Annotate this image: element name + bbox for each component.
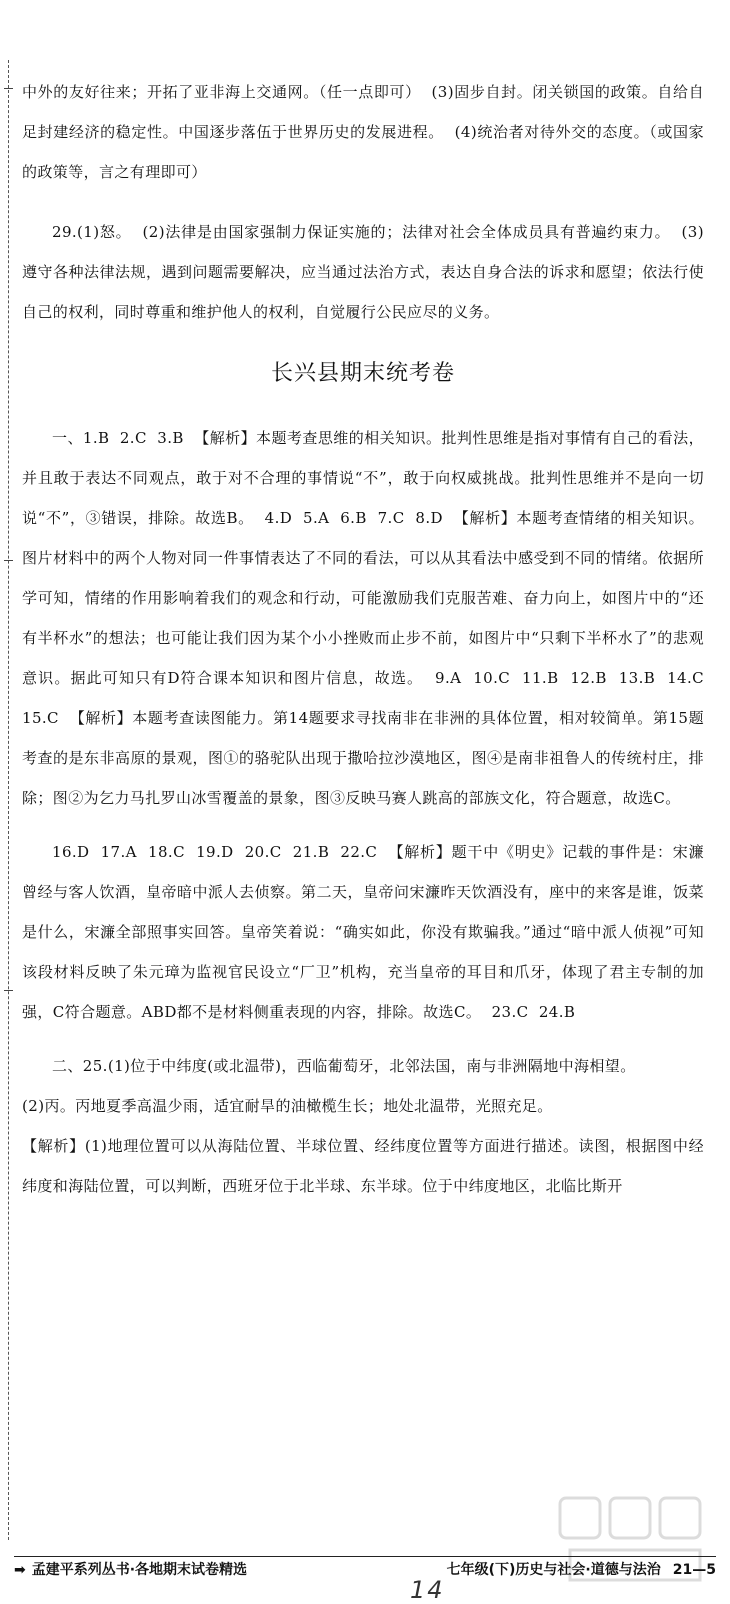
- footer-grade: 七年级(下)历史与社会·道德与法治: [446, 1562, 661, 1578]
- section-title: 长兴县期末统考卷: [270, 361, 455, 386]
- analysis-paragraph-q25: 【解析】(1)地理位置可以从海陆位置、半球位置、经纬度位置等方面进行描述。读图，根据图中经纬度和海陆位置，可以判断，西班牙位于北半球、东半球。位于中纬度地区，北临比斯开: [22, 1137, 704, 1195]
- binding-tick: [4, 560, 13, 561]
- answer-paragraph-q28-cont: 中外的友好往来；开拓了亚非海上交通网。（任一点即可） (3)固步自封。闭关锁国的政策。自给自足封建经济的稳定性。中国逐步落伍于世界历史的发展进程。 (4)统治者对待外交的态度。（或国家的政策等，言之有理即可）: [22, 83, 704, 181]
- answer-paragraph-q1-15: 一、1.B 2.C 3.B 【解析】本题考查思维的相关知识。批判性思维是指对事情有自己的看法，并且敢于表达不同观点，敢于对不合理的事情说“不”，敢于向权威挑战。批判性思维并不是向一切说“不”，③错误，排除。故选B。 4.D 5.A 6.B 7.C 8.D 【解析】本题考查情绪的相关知识。图片材料中的两个人物对同一件事情表达了不同的看法，可以从其看法中感受到不同的情绪。依据所学可知，情绪的作用影响着我们的观念和行动，可能激励我们克服苦难、奋力向上，如图片中的“还有半杯水”的想法；也可能让我们因为某个小小挫败而止步不前，如图片中“只剩下半杯水了”的悲观意识。据此可知只有D符合课本知识和图片信息，故选。 9.A 10.C 11.B 12.B 13.B 14.C 15.C 【解析】本题考查读图能力。第14题要求寻找南非在非洲的具体位置，相对较简单。第15题考查的是东非高原的景观，图①的骆驼队出现于撒哈拉沙漠地区，图④是南非祖鲁人的传统村庄，排除；图②为乞力马扎罗山冰雪覆盖的景象，图③反映马赛人跳高的部族文化，符合题意，故选C。: [22, 429, 715, 807]
- footer-page-code: 21—5: [672, 1562, 716, 1578]
- binding-tick: [4, 88, 13, 89]
- answer-content: [22, 72, 715, 1206]
- page-footer: [14, 1556, 716, 1583]
- handwritten-page-number: 14: [410, 1576, 445, 1604]
- watermark-logo: [550, 1488, 720, 1600]
- answer-paragraph-q25-2: (2)丙。丙地夏季高温少雨，适宜耐旱的油橄榄生长；地处北温带，光照充足。: [22, 1097, 553, 1115]
- answer-paragraph-q29: 29.(1)怒。 (2)法律是由国家强制力保证实施的；法律对社会全体成员具有普遍约束力。 (3)遵守各种法律法规，遇到问题需要解决，应当通过法治方式，表达自身合法的诉求和愿望；依法行使自己的权利，同时尊重和维护他人的权利，自觉履行公民应尽的义务。: [22, 223, 704, 321]
- binding-dashed-line: [8, 60, 9, 1540]
- arrow-right-icon: ➡: [14, 1562, 26, 1578]
- answer-paragraph-q16-24: 16.D 17.A 18.C 19.D 20.C 21.B 22.C 【解析】题干中《明史》记载的事件是：宋濂曾经与客人饮酒，皇帝暗中派人去侦察。第二天，皇帝问宋濂昨天饮酒没有，座中的来客是谁，饭菜是什么，宋濂全部照事实回答。皇帝笑着说：“确实如此，你没有欺骗我。”通过“暗中派人侦视”可知该段材料反映了朱元璋为监视官民设立“厂卫”机构，充当皇帝的耳目和爪牙，体现了君主专制的加强，C符合题意。ABD都不是材料侧重表现的内容，排除。故选C。 23.C 24.B: [22, 843, 704, 1021]
- footer-series: 孟建平系列丛书·各地期末试卷精选: [31, 1562, 248, 1578]
- answer-paragraph-q25-1: 二、25.(1)位于中纬度(或北温带)，西临葡萄牙，北邻法国，南与非洲隔地中海相望。: [52, 1057, 636, 1075]
- binding-tick: [4, 990, 13, 991]
